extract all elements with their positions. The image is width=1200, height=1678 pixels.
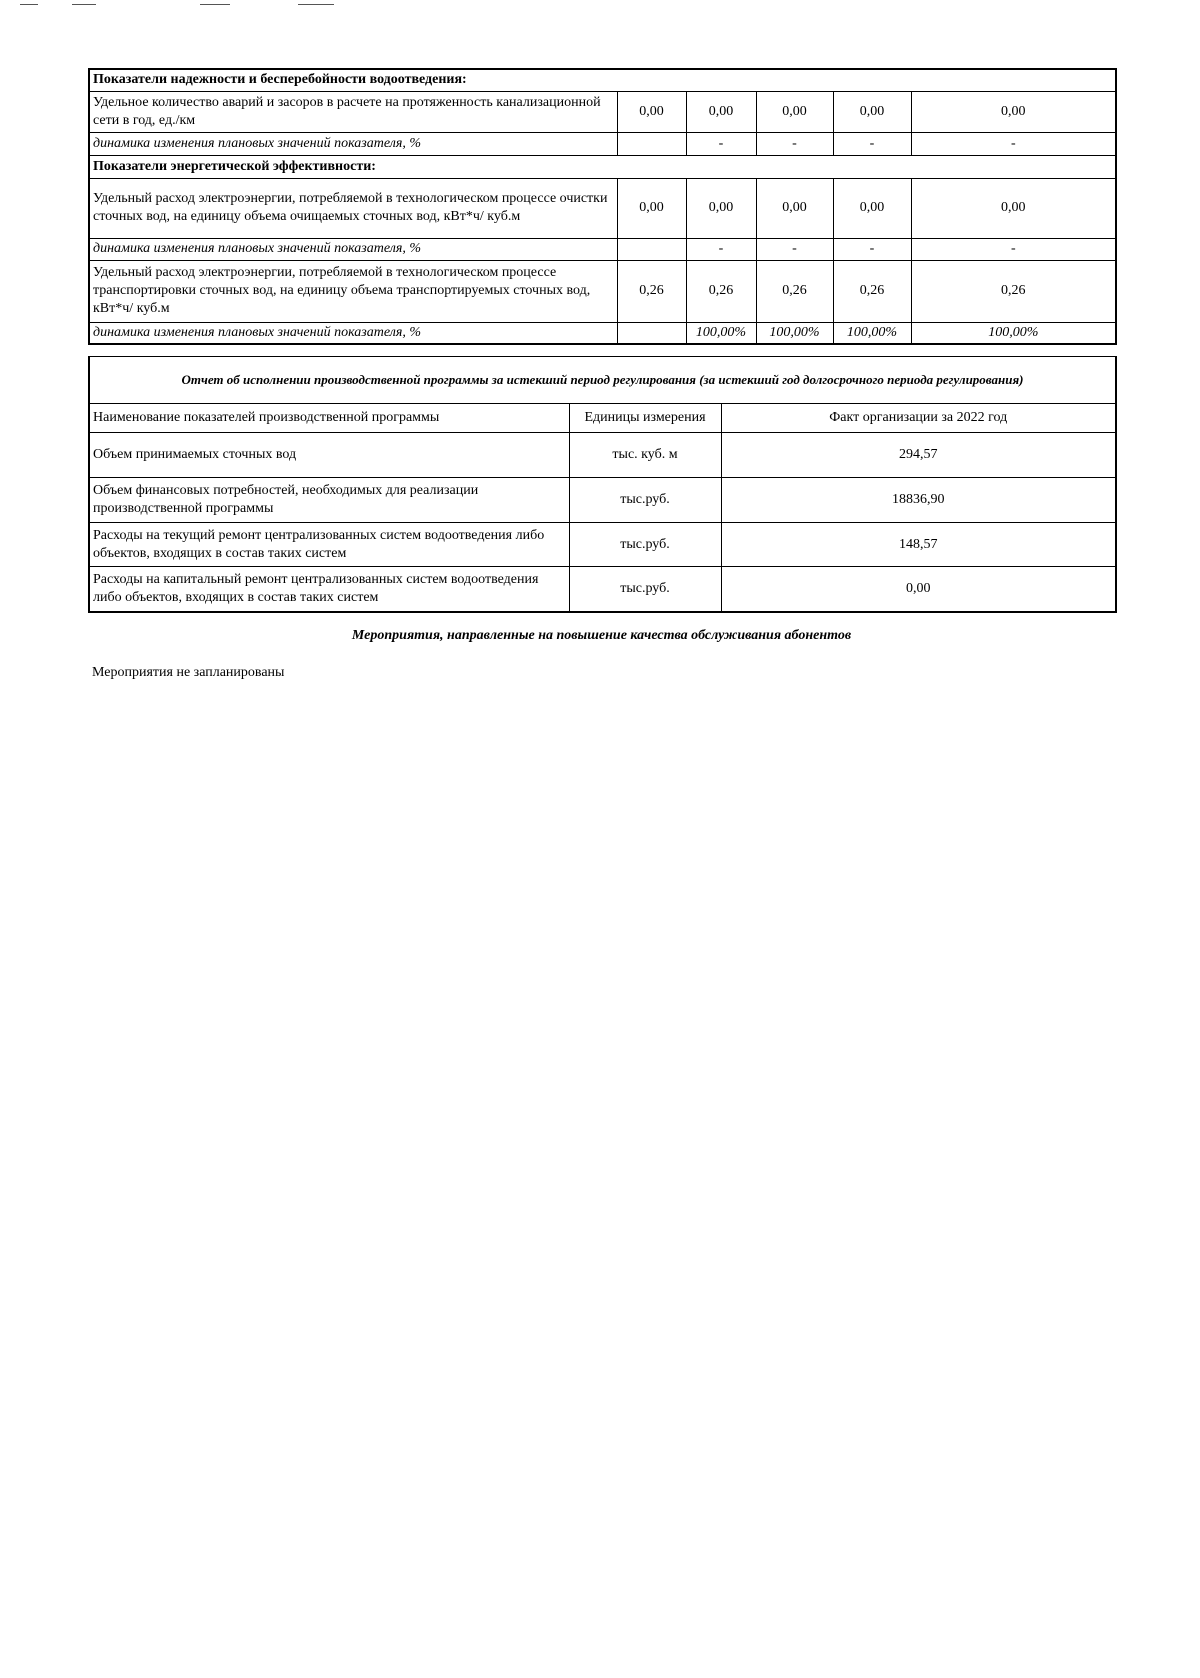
report-row-unit: тыс.руб. bbox=[569, 567, 721, 612]
report-row-unit: тыс.руб. bbox=[569, 478, 721, 523]
indicator-value: 0,26 bbox=[686, 260, 756, 322]
report-row-unit: тыс.руб. bbox=[569, 523, 721, 567]
indicator-row bbox=[89, 178, 1116, 238]
dynamics-value: - bbox=[911, 132, 1116, 155]
dynamics-row bbox=[89, 322, 1116, 344]
measures-text: Мероприятия не запланированы bbox=[92, 665, 285, 680]
indicator-row bbox=[89, 260, 1116, 322]
dynamics-label: динамика изменения плановых значений показателя, % bbox=[89, 238, 617, 260]
section-header-row bbox=[89, 155, 1116, 178]
indicator-value: 0,00 bbox=[833, 178, 911, 238]
measures-title: Мероприятия, направленные на повышение качества обслуживания абонентов bbox=[351, 628, 852, 643]
dynamics-label: динамика изменения плановых значений показателя, % bbox=[89, 322, 617, 344]
dynamics-value: - bbox=[686, 238, 756, 260]
dynamics-value: - bbox=[686, 132, 756, 155]
indicator-value: 0,00 bbox=[756, 91, 833, 132]
indicator-label: Удельный расход электроэнергии, потребляемой в технологическом процессе очистки сточных вод, на единицу объема очищаемых сточных вод, кВт*ч/ куб.м bbox=[89, 178, 617, 238]
report-row-value: 148,57 bbox=[721, 523, 1116, 567]
report-row bbox=[89, 523, 1116, 567]
dynamics-value: 100,00% bbox=[833, 322, 911, 344]
indicator-value: 0,00 bbox=[911, 178, 1116, 238]
dynamics-value: - bbox=[833, 238, 911, 260]
reliability-section-title: Показатели надежности и бесперебойности водоотведения: bbox=[89, 69, 1116, 91]
indicator-value: 0,26 bbox=[617, 260, 686, 322]
indicator-value: 0,00 bbox=[617, 91, 686, 132]
dynamics-row bbox=[89, 132, 1116, 155]
report-title: Отчет об исполнении производственной программы за истекший период регулирования (за истекший год долгосрочного периода регулирования) bbox=[89, 357, 1116, 404]
dynamics-value bbox=[617, 322, 686, 344]
dynamics-value: 100,00% bbox=[686, 322, 756, 344]
report-row-value: 0,00 bbox=[721, 567, 1116, 612]
report-row bbox=[89, 478, 1116, 523]
report-row-value: 18836,90 bbox=[721, 478, 1116, 523]
report-row-name: Расходы на текущий ремонт централизованных систем водоотведения либо объектов, входящих в состав таких систем bbox=[89, 523, 569, 567]
indicator-value: 0,00 bbox=[686, 91, 756, 132]
indicator-row bbox=[89, 91, 1116, 132]
report-header-row bbox=[89, 404, 1116, 433]
report-row bbox=[89, 433, 1116, 478]
dynamics-value: - bbox=[756, 132, 833, 155]
dynamics-value: - bbox=[756, 238, 833, 260]
report-row-name: Объем принимаемых сточных вод bbox=[89, 433, 569, 478]
dynamics-value: - bbox=[833, 132, 911, 155]
report-table bbox=[88, 356, 1117, 613]
indicator-value: 0,26 bbox=[756, 260, 833, 322]
indicator-value: 0,00 bbox=[833, 91, 911, 132]
indicator-label: Удельный расход электроэнергии, потребляемой в технологическом процессе транспортировки сточных вод, на единицу объема транспортируемых сточных вод, кВт*ч/ куб.м bbox=[89, 260, 617, 322]
dynamics-value bbox=[617, 132, 686, 155]
dynamics-value: 100,00% bbox=[756, 322, 833, 344]
dynamics-value bbox=[617, 238, 686, 260]
report-title-row bbox=[89, 357, 1116, 404]
section-header-row bbox=[89, 69, 1116, 91]
dynamics-row bbox=[89, 238, 1116, 260]
report-row-name: Объем финансовых потребностей, необходимых для реализации производственной программы bbox=[89, 478, 569, 523]
report-row bbox=[89, 567, 1116, 612]
indicator-value: 0,26 bbox=[911, 260, 1116, 322]
report-row-unit: тыс. куб. м bbox=[569, 433, 721, 478]
dynamics-value: 100,00% bbox=[911, 322, 1116, 344]
header-indicator-name: Наименование показателей производственной программы bbox=[89, 404, 569, 433]
indicator-label: Удельное количество аварий и засоров в расчете на протяженность канализационной сети в год, ед./км bbox=[89, 91, 617, 132]
dynamics-label: динамика изменения плановых значений показателя, % bbox=[89, 132, 617, 155]
indicator-value: 0,00 bbox=[686, 178, 756, 238]
energy-section-title: Показатели энергетической эффективности: bbox=[89, 155, 1116, 178]
report-row-name: Расходы на капитальный ремонт централизованных систем водоотведения либо объектов, входящих в состав таких систем bbox=[89, 567, 569, 612]
indicators-table bbox=[88, 68, 1117, 345]
header-fact: Факт организации за 2022 год bbox=[721, 404, 1116, 433]
indicator-value: 0,00 bbox=[756, 178, 833, 238]
dynamics-value: - bbox=[911, 238, 1116, 260]
indicator-value: 0,00 bbox=[911, 91, 1116, 132]
header-unit: Единицы измерения bbox=[569, 404, 721, 433]
report-row-value: 294,57 bbox=[721, 433, 1116, 478]
indicator-value: 0,26 bbox=[833, 260, 911, 322]
indicator-value: 0,00 bbox=[617, 178, 686, 238]
